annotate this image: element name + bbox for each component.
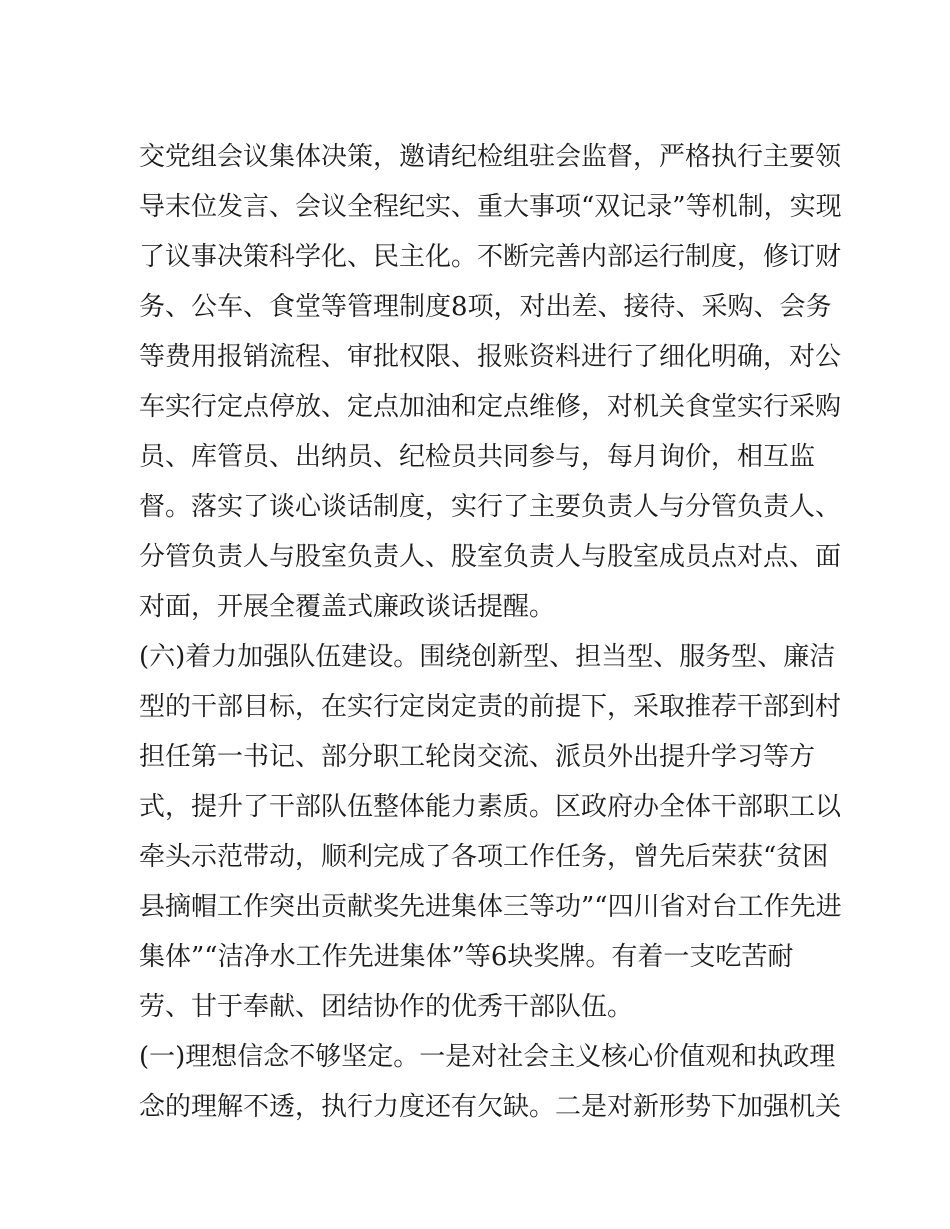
text-line-3: 了议事决策科学化、民主化。不断完善内部运行制度，修订财 (139, 242, 842, 272)
text-line-14: 式，提升了干部队伍整体能力素质。区政府办全体干部职工以 (139, 792, 842, 822)
text-line-18: 劳、甘于奉献、团结协作的优秀干部队伍。 (139, 992, 634, 1022)
text-line-12: 型的干部目标，在实行定岗定责的前提下，采取推荐干部到村 (139, 692, 842, 722)
text-line-5: 等费用报销流程、审批权限、报账资料进行了细化明确，对公 (139, 342, 842, 372)
text-line-17: 集体”“洁净水工作先进集体”等6块奖牌。有着一支吃苦耐 (139, 942, 794, 972)
text-line-20: 念的理解不透，执行力度还有欠缺。二是对新形势下加强机关 (139, 1092, 842, 1122)
section-heading-six: (六)着力加强队伍建设。围绕创新型、担当型、服务型、廉洁 (139, 642, 836, 672)
text-line-9: 分管负责人与股室负责人、股室负责人与股室成员点对点、面 (139, 542, 842, 572)
text-line-10: 对面，开展全覆盖式廉政谈话提醒。 (139, 592, 556, 622)
text-line-13: 担任第一书记、部分职工轮岗交流、派员外出提升学习等方 (139, 742, 816, 772)
text-line-1: 交党组会议集体决策，邀请纪检组驻会监督，严格执行主要领 (139, 142, 842, 172)
text-line-15: 牵头示范带动，顺利完成了各项工作任务，曾先后荣获“贫困 (139, 842, 829, 872)
text-line-8: 督。落实了谈心谈话制度，实行了主要负责人与分管负责人、 (139, 492, 842, 522)
text-line-7: 员、库管员、出纳员、纪检员共同参与，每月询价，相互监 (139, 442, 816, 472)
document-body (139, 132, 842, 1132)
text-line-2: 导末位发言、会议全程纪实、重大事项“双记录”等机制，实现 (139, 192, 842, 222)
text-line-4: 务、公车、食堂等管理制度8项，对出差、接待、采购、会务 (139, 292, 832, 322)
text-line-16: 县摘帽工作突出贡献奖先进集体三等功”“四川省对台工作先进 (139, 892, 842, 922)
section-heading-one: (一)理想信念不够坚定。一是对社会主义核心价值观和执政理 (139, 1042, 836, 1072)
text-line-6: 车实行定点停放、定点加油和定点维修，对机关食堂实行采购 (139, 392, 842, 422)
